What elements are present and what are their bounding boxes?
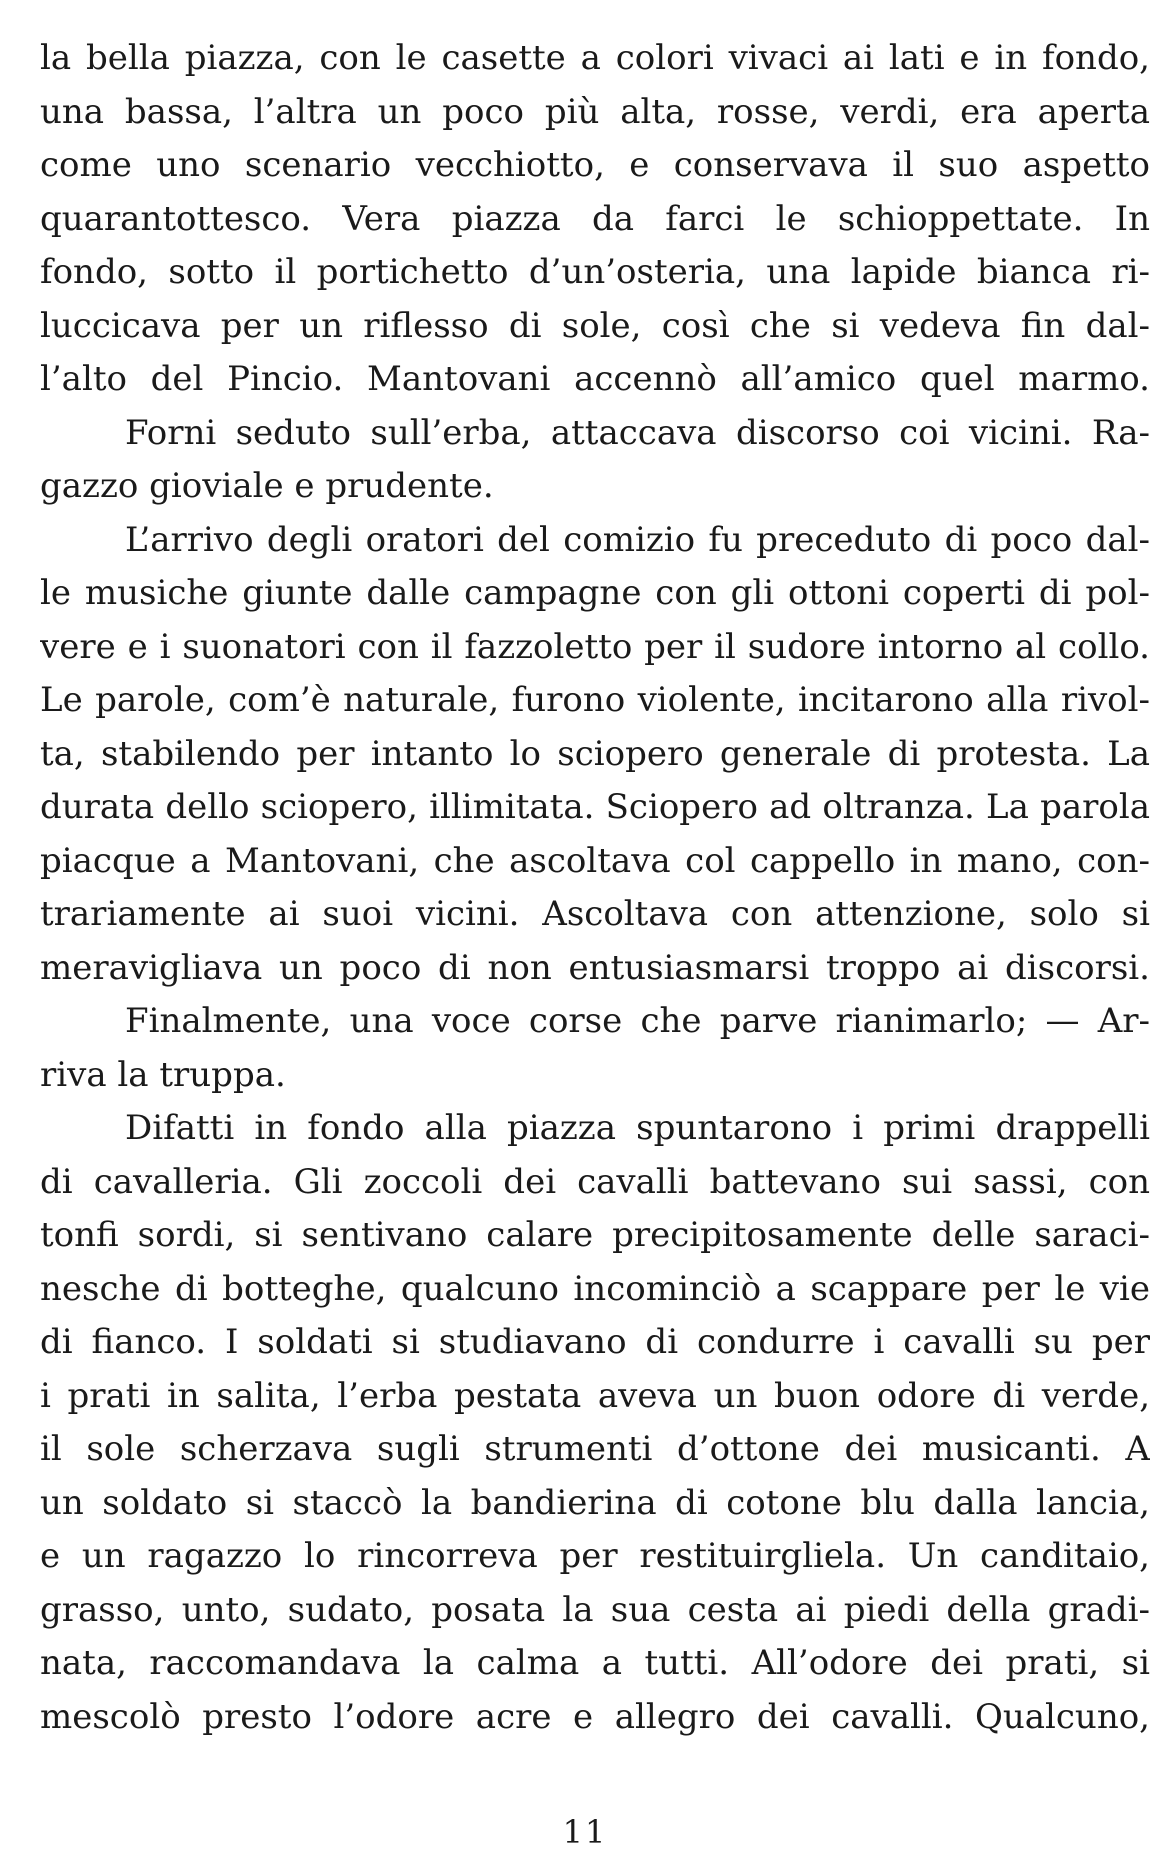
text-line: tonfi sordi, si sentivano calare precipitosamente delle saraci- [40,1215,1150,1255]
text-line: meravigliava un poco di non entusiasmarsi troppo ai discorsi. [40,947,1150,988]
text-line: ta, stabilendo per intanto lo sciopero generale di protesta. La [40,733,1150,774]
text-line: e un ragazzo lo rincorreva per restituirgliela. Un canditaio, [40,1536,1150,1576]
text-line: luccicava per un riflesso di sole, così che si vedeva fin dal- [40,305,1150,346]
text-line: Finalmente, una voce corse che parve rianimarlo; — Ar- [125,1001,1150,1041]
text-line: le musiche giunte dalle campagne con gli ottoni coperti di pol- [40,573,1150,613]
text-line: trariamente ai suoi vicini. Ascoltava con attenzione, solo si [40,894,1150,934]
text-line: un soldato si staccò la bandierina di cotone blu dalla lancia, [40,1482,1150,1523]
text-line: una bassa, l’altra un poco più alta, rosse, verdi, era aperta [40,91,1150,132]
text-line: nesche di botteghe, qualcuno incominciò a scappare per le vie [40,1268,1150,1309]
text-line: come uno scenario vecchiotto, e conservava il suo aspetto [40,145,1150,185]
text-line: mescolò presto l’odore acre e allegro dei cavalli. Qualcuno, [40,1696,1150,1737]
text-line: nata, raccomandava la calma a tutti. All’odore dei prati, si [40,1643,1150,1683]
text-line: di fianco. I soldati si studiavano di condurre i cavalli su per [40,1322,1150,1362]
page-number: 11 [562,1813,608,1851]
body-text [40,32,1150,1744]
text-line: vere e i suonatori con il fazzoletto per il sudore intorno al collo. [40,626,1150,667]
text-line: L’arrivo degli oratori del comizio fu preceduto di poco dal- [125,519,1150,560]
text-line: quarantottesco. Vera piazza da farci le schioppettate. In [40,198,1150,239]
text-line: piacque a Mantovani, che ascoltava col cappello in mano, con- [40,840,1150,881]
text-line: di cavalleria. Gli zoccoli dei cavalli battevano sui sassi, con [40,1161,1150,1202]
text-line: durata dello sciopero, illimitata. Sciopero ad oltranza. La parola [40,787,1150,827]
text-line: Forni seduto sull’erba, attaccava discorso coi vicini. Ra- [125,412,1150,453]
text-line: la bella piazza, con le casette a colori vivaci ai lati e in fondo, [40,38,1150,78]
text-line: l’alto del Pincio. Mantovani accennò all’amico quel marmo. [40,359,1150,399]
text-line: i prati in salita, l’erba pestata aveva un buon odore di verde, [40,1375,1150,1416]
text-line: riva la truppa. [40,1054,286,1095]
text-line: grasso, unto, sudato, posata la sua cesta ai piedi della gradi- [40,1589,1150,1630]
text-line: Le parole, com’è naturale, furono violente, incitarono alla rivol- [40,680,1150,720]
text-line: Difatti in fondo alla piazza spuntarono i primi drappelli [125,1108,1150,1148]
text-line: gazzo gioviale e prudente. [40,466,494,506]
text-line: fondo, sotto il portichetto d’un’osteria, una lapide bianca ri- [40,252,1150,292]
text-line: il sole scherzava sugli strumenti d’ottone dei musicanti. A [40,1429,1150,1469]
